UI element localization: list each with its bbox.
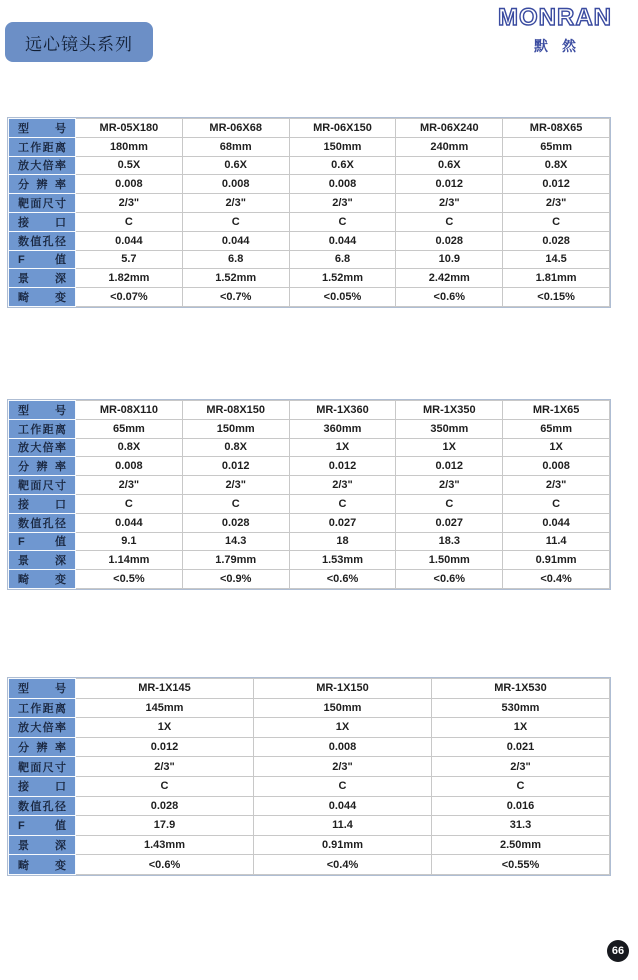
- table-row: [9, 250, 610, 269]
- spec-cell: MR-06X240: [396, 119, 503, 138]
- spec-cell: 2.50mm: [432, 835, 610, 855]
- spec-cell: 11.4: [254, 816, 432, 836]
- spec-cell: 1.50mm: [396, 551, 503, 570]
- spec-cell: 0.6X: [182, 156, 289, 175]
- table-row: [9, 194, 610, 213]
- row-label: 分辨率: [9, 457, 76, 476]
- table-row: [9, 718, 610, 738]
- brand-chinese-name: 默然: [534, 38, 590, 54]
- spec-cell: 0.021: [432, 737, 610, 757]
- spec-cell: 65mm: [76, 419, 183, 438]
- spec-cell: 0.044: [289, 231, 396, 250]
- table-row: [9, 513, 610, 532]
- spec-cell: C: [182, 494, 289, 513]
- spec-cell: C: [396, 212, 503, 231]
- table-row: [9, 231, 610, 250]
- spec-cell: <0.4%: [503, 570, 610, 589]
- table-row: [9, 419, 610, 438]
- spec-cell: 31.3: [432, 816, 610, 836]
- spec-cell: 2/3": [396, 476, 503, 495]
- spec-cell: 0.8X: [76, 438, 183, 457]
- row-label: 接口: [9, 776, 76, 796]
- spec-cell: 2/3": [182, 476, 289, 495]
- spec-cell: 150mm: [289, 137, 396, 156]
- table-row: [9, 855, 610, 875]
- row-label: 数值孔径: [9, 513, 76, 532]
- spec-cell: <0.5%: [76, 570, 183, 589]
- row-label: 畸变: [9, 288, 76, 307]
- spec-cell: 0.91mm: [254, 835, 432, 855]
- spec-cell: 17.9: [76, 816, 254, 836]
- spec-cell: 2/3": [503, 476, 610, 495]
- spec-cell: 1.79mm: [182, 551, 289, 570]
- spec-cell: <0.7%: [182, 288, 289, 307]
- spec-cell: 0.6X: [396, 156, 503, 175]
- spec-cell: 0.6X: [289, 156, 396, 175]
- table-row: [9, 137, 610, 156]
- table-row: [9, 737, 610, 757]
- table-row: [9, 835, 610, 855]
- spec-cell: 1X: [254, 718, 432, 738]
- spec-cell: MR-08X110: [76, 401, 183, 420]
- spec-cell: 0.044: [76, 231, 183, 250]
- spec-cell: 1.52mm: [182, 269, 289, 288]
- spec-cell: 2/3": [396, 194, 503, 213]
- row-label: 型号: [9, 401, 76, 420]
- spec-cell: 5.7: [76, 250, 183, 269]
- spec-cell: MR-1X530: [432, 679, 610, 699]
- spec-cell: C: [182, 212, 289, 231]
- page-number: 66: [611, 945, 625, 957]
- spec-cell: 145mm: [76, 698, 254, 718]
- spec-cell: 150mm: [254, 698, 432, 718]
- spec-cell: 0.044: [182, 231, 289, 250]
- spec-cell: 65mm: [503, 419, 610, 438]
- spec-cell: C: [503, 494, 610, 513]
- spec-cell: 2/3": [76, 194, 183, 213]
- spec-cell: MR-1X360: [289, 401, 396, 420]
- table-row: [9, 776, 610, 796]
- row-label: 型号: [9, 679, 76, 699]
- spec-cell: 2.42mm: [396, 269, 503, 288]
- row-label: 靶面尺寸: [9, 194, 76, 213]
- spec-cell: MR-08X65: [503, 119, 610, 138]
- spec-cell: 0.012: [76, 737, 254, 757]
- spec-cell: 0.027: [289, 513, 396, 532]
- spec-cell: <0.6%: [289, 570, 396, 589]
- table-row: [9, 288, 610, 307]
- spec-cell: 2/3": [432, 757, 610, 777]
- spec-table-top: [8, 118, 610, 307]
- spec-cell: 0.012: [503, 175, 610, 194]
- table-row: [9, 494, 610, 513]
- spec-cell: C: [289, 494, 396, 513]
- spec-cell: MR-1X65: [503, 401, 610, 420]
- row-label: 放大倍率: [9, 718, 76, 738]
- spec-cell: 150mm: [182, 419, 289, 438]
- spec-cell: C: [289, 212, 396, 231]
- spec-cell: 0.012: [289, 457, 396, 476]
- row-label: F值: [9, 532, 76, 551]
- spec-cell: 1X: [289, 438, 396, 457]
- spec-cell: C: [76, 494, 183, 513]
- brand-wordmark-text: MONRAN: [498, 4, 612, 31]
- spec-cell: 1X: [396, 438, 503, 457]
- spec-cell: 0.8X: [503, 156, 610, 175]
- spec-cell: <0.6%: [76, 855, 254, 875]
- spec-cell: 11.4: [503, 532, 610, 551]
- spec-cell: 1.53mm: [289, 551, 396, 570]
- spec-cell: 240mm: [396, 137, 503, 156]
- row-label: 放大倍率: [9, 156, 76, 175]
- spec-cell: 6.8: [289, 250, 396, 269]
- table-row: [9, 269, 610, 288]
- spec-cell: MR-06X150: [289, 119, 396, 138]
- spec-cell: <0.07%: [76, 288, 183, 307]
- spec-cell: 1X: [503, 438, 610, 457]
- row-label: 接口: [9, 212, 76, 231]
- spec-cell: 0.008: [182, 175, 289, 194]
- spec-cell: 0.028: [503, 231, 610, 250]
- row-label: 靶面尺寸: [9, 476, 76, 495]
- spec-cell: 2/3": [76, 476, 183, 495]
- spec-cell: 0.91mm: [503, 551, 610, 570]
- spec-cell: 2/3": [76, 757, 254, 777]
- spec-cell: <0.05%: [289, 288, 396, 307]
- table-row: [9, 119, 610, 138]
- row-label: 型号: [9, 119, 76, 138]
- spec-cell: 1X: [76, 718, 254, 738]
- brand-wordmark: [480, 3, 630, 31]
- spec-cell: C: [396, 494, 503, 513]
- spec-cell: 360mm: [289, 419, 396, 438]
- row-label: 数值孔径: [9, 231, 76, 250]
- spec-cell: 10.9: [396, 250, 503, 269]
- spec-cell: <0.9%: [182, 570, 289, 589]
- spec-cell: 1.81mm: [503, 269, 610, 288]
- spec-cell: 0.012: [396, 175, 503, 194]
- spec-cell: 1X: [432, 718, 610, 738]
- table-row: [9, 401, 610, 420]
- spec-cell: 9.1: [76, 532, 183, 551]
- spec-cell: 1.52mm: [289, 269, 396, 288]
- row-label: 靶面尺寸: [9, 757, 76, 777]
- table-row: [9, 457, 610, 476]
- spec-cell: 0.044: [76, 513, 183, 532]
- spec-cell: 0.5X: [76, 156, 183, 175]
- spec-cell: 65mm: [503, 137, 610, 156]
- spec-cell: 0.028: [182, 513, 289, 532]
- spec-cell: 2/3": [503, 194, 610, 213]
- table-row: [9, 570, 610, 589]
- spec-cell: 0.027: [396, 513, 503, 532]
- spec-cell: <0.6%: [396, 570, 503, 589]
- spec-cell: 0.012: [182, 457, 289, 476]
- spec-cell: 2/3": [182, 194, 289, 213]
- spec-cell: 18.3: [396, 532, 503, 551]
- brand-logo: [480, 3, 630, 56]
- row-label: 分辨率: [9, 737, 76, 757]
- spec-cell: 14.3: [182, 532, 289, 551]
- table-row: [9, 532, 610, 551]
- spec-cell: MR-08X150: [182, 401, 289, 420]
- table-row: [9, 175, 610, 194]
- spec-cell: 2/3": [289, 476, 396, 495]
- spec-cell: 0.028: [396, 231, 503, 250]
- row-label: 分辨率: [9, 175, 76, 194]
- spec-cell: 0.008: [76, 457, 183, 476]
- spec-cell: 350mm: [396, 419, 503, 438]
- row-label: 工作距离: [9, 419, 76, 438]
- row-label: 接口: [9, 494, 76, 513]
- table-row: [9, 757, 610, 777]
- spec-cell: <0.55%: [432, 855, 610, 875]
- table-row: [9, 816, 610, 836]
- row-label: F值: [9, 250, 76, 269]
- spec-cell: 530mm: [432, 698, 610, 718]
- spec-cell: 1.14mm: [76, 551, 183, 570]
- spec-cell: C: [254, 776, 432, 796]
- spec-cell: C: [432, 776, 610, 796]
- spec-cell: <0.4%: [254, 855, 432, 875]
- spec-cell: 0.016: [432, 796, 610, 816]
- row-label: 数值孔径: [9, 796, 76, 816]
- spec-cell: MR-05X180: [76, 119, 183, 138]
- spec-cell: 68mm: [182, 137, 289, 156]
- spec-cell: 0.8X: [182, 438, 289, 457]
- spec-cell: 6.8: [182, 250, 289, 269]
- table-row: [9, 156, 610, 175]
- row-label: 工作距离: [9, 698, 76, 718]
- spec-cell: 2/3": [289, 194, 396, 213]
- spec-cell: 2/3": [254, 757, 432, 777]
- spec-cell: 0.044: [503, 513, 610, 532]
- table-row: [9, 212, 610, 231]
- spec-table-middle: [8, 400, 610, 589]
- spec-cell: MR-1X145: [76, 679, 254, 699]
- spec-cell: C: [76, 212, 183, 231]
- table-row: [9, 698, 610, 718]
- spec-cell: 0.008: [76, 175, 183, 194]
- spec-cell: MR-1X150: [254, 679, 432, 699]
- table-row: [9, 476, 610, 495]
- page-number-badge: [607, 940, 629, 962]
- spec-cell: MR-06X68: [182, 119, 289, 138]
- table-row: [9, 551, 610, 570]
- table-row: [9, 679, 610, 699]
- spec-cell: 180mm: [76, 137, 183, 156]
- row-label: 工作距离: [9, 137, 76, 156]
- row-label: 畸变: [9, 855, 76, 875]
- table-row: [9, 438, 610, 457]
- spec-cell: C: [76, 776, 254, 796]
- row-label: 景深: [9, 551, 76, 570]
- spec-cell: 0.028: [76, 796, 254, 816]
- row-label: F值: [9, 816, 76, 836]
- spec-cell: 1.43mm: [76, 835, 254, 855]
- row-label: 景深: [9, 269, 76, 288]
- row-label: 畸变: [9, 570, 76, 589]
- spec-table-bottom: [8, 678, 610, 875]
- spec-cell: 0.008: [254, 737, 432, 757]
- spec-cell: <0.6%: [396, 288, 503, 307]
- spec-cell: 0.008: [289, 175, 396, 194]
- spec-cell: 14.5: [503, 250, 610, 269]
- spec-cell: <0.15%: [503, 288, 610, 307]
- row-label: 放大倍率: [9, 438, 76, 457]
- spec-cell: 1.82mm: [76, 269, 183, 288]
- spec-cell: C: [503, 212, 610, 231]
- spec-cell: 18: [289, 532, 396, 551]
- spec-cell: 0.044: [254, 796, 432, 816]
- spec-cell: 0.012: [396, 457, 503, 476]
- spec-cell: 0.008: [503, 457, 610, 476]
- row-label: 景深: [9, 835, 76, 855]
- table-row: [9, 796, 610, 816]
- spec-cell: MR-1X350: [396, 401, 503, 420]
- page-title: 远心镜头系列: [5, 22, 153, 62]
